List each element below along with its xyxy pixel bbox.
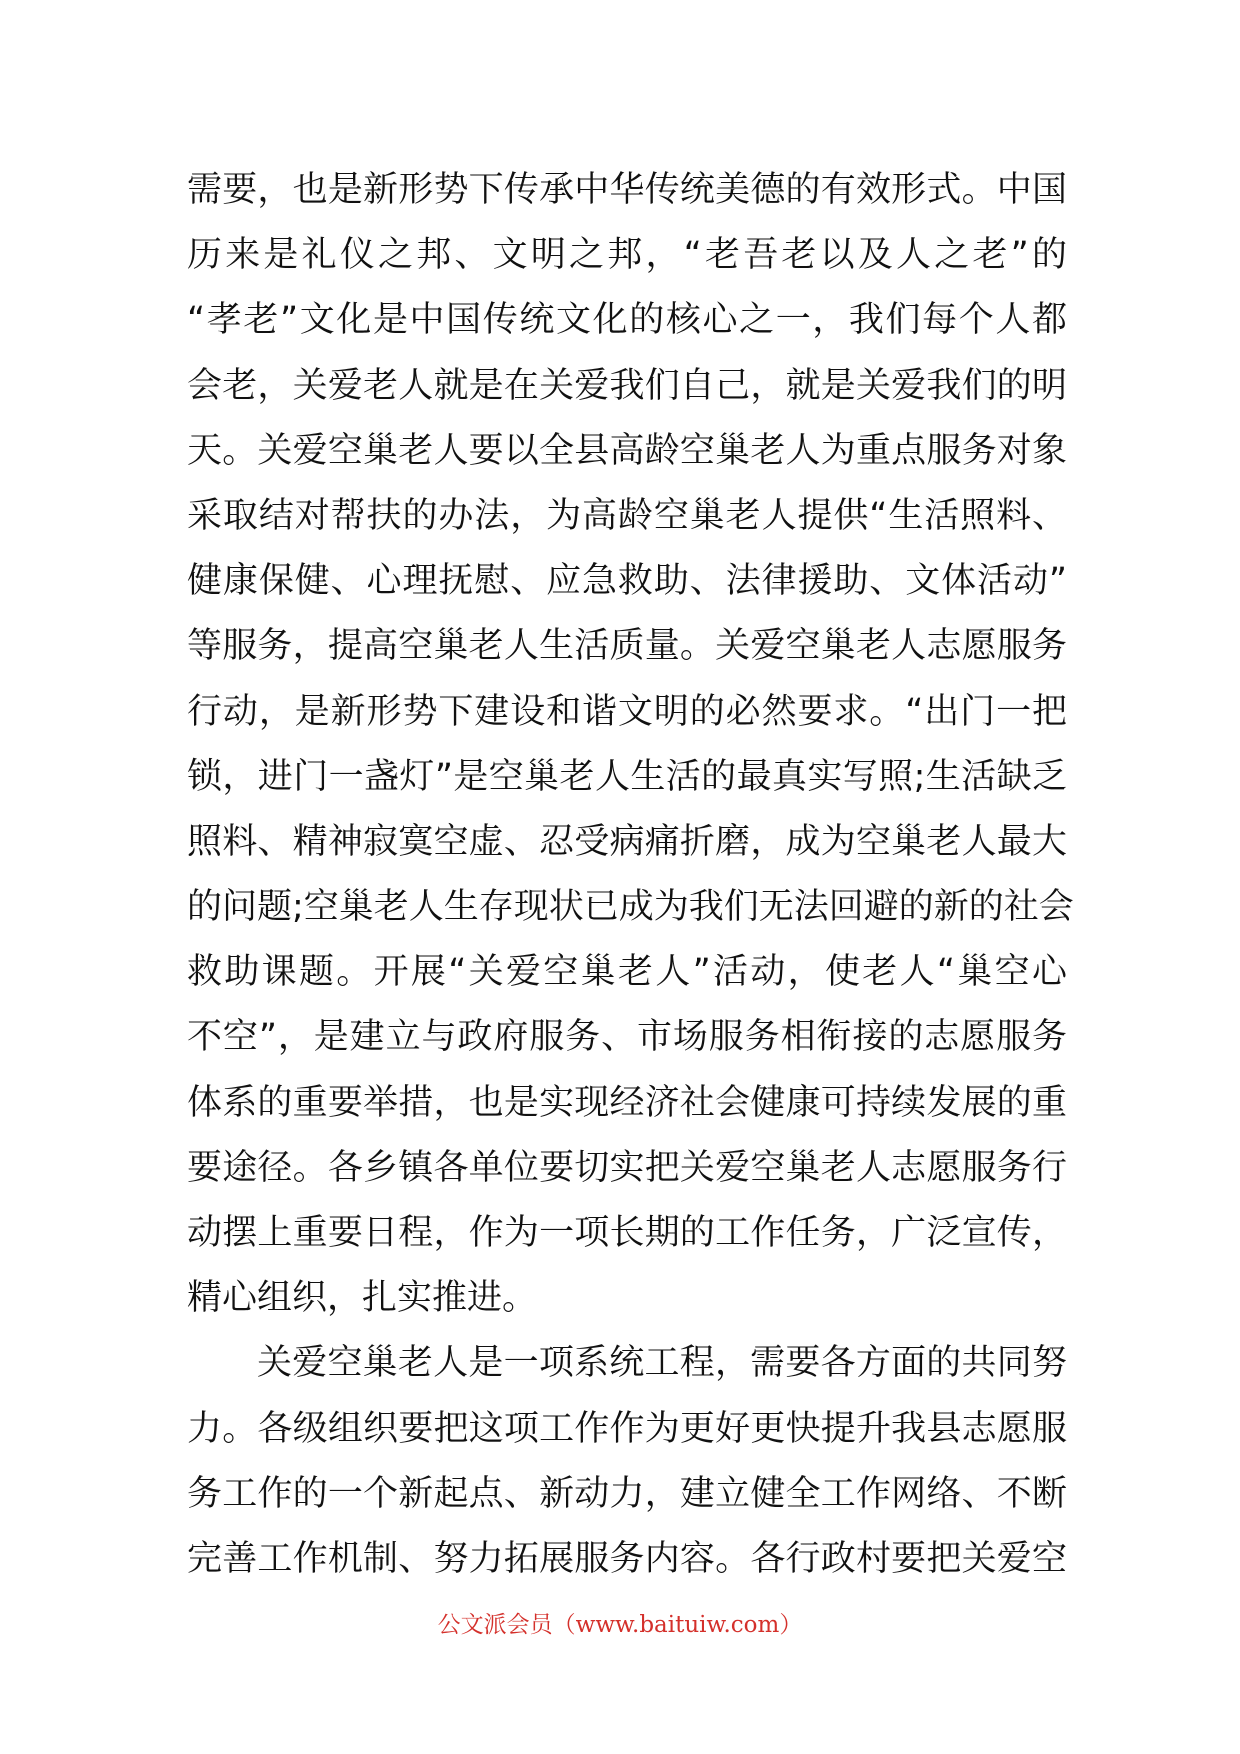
text-line: 天。关爱空巢老人要以全县高龄空巢老人为重点服务对象 [187, 430, 1067, 471]
text-line: 需要，也是新形势下传承中华传统美德的有效形式。中国 [187, 170, 1067, 210]
paragraph-1 [187, 158, 1074, 1331]
text-line: 采取结对帮扶的办法，为高龄空巢老人提供“生活照料、 [187, 495, 1067, 536]
text-line: 不空”，是建立与政府服务、市场服务相衔接的志愿服务 [187, 1017, 1067, 1058]
text-line: 的问题;空巢老人生存现状已成为我们无法回避的新的社会 [187, 887, 1074, 928]
text-line: 历来是礼仪之邦、文明之邦，“老吾老以及人之老”的 [187, 235, 1067, 276]
text-line: 体系的重要举措，也是实现经济社会健康可持续发展的重 [187, 1082, 1067, 1123]
text-line: 等服务，提高空巢老人生活质量。关爱空巢老人志愿服务 [187, 626, 1067, 667]
text-line: 照料、精神寂寞空虚、忍受病痛折磨，成为空巢老人最大 [187, 821, 1067, 862]
text-line: 务工作的一个新起点、新动力，建立健全工作网络、不断 [187, 1473, 1067, 1514]
document-body [187, 158, 1074, 1592]
text-line: 精心组织，扎实推进。 [187, 1278, 538, 1319]
text-line: 会老，关爱老人就是在关爱我们自己，就是关爱我们的明 [187, 365, 1067, 406]
text-line: 动摆上重要日程，作为一项长期的工作任务，广泛宣传， [187, 1213, 1067, 1253]
text-line: 要途径。各乡镇各单位要切实把关爱空巢老人志愿服务行 [187, 1147, 1067, 1188]
text-line: 行动，是新形势下建设和谐文明的必然要求。“出门一把 [187, 691, 1067, 732]
paragraph-2 [187, 1331, 1067, 1592]
text-line: “孝老”文化是中国传统文化的核心之一，我们每个人都 [187, 300, 1067, 341]
text-line: 力。各级组织要把这项工作作为更好更快提升我县志愿服 [187, 1408, 1067, 1449]
text-line: 完善工作机制、努力拓展服务内容。各行政村要把关爱空 [187, 1538, 1067, 1579]
text-line: 健康保健、心理抚慰、应急救助、法律援助、文体活动” [187, 561, 1067, 602]
text-line: 锁，进门一盏灯”是空巢老人生活的最真实写照;生活缺乏 [187, 756, 1067, 797]
text-line: 救助课题。开展“关爱空巢老人”活动，使老人“巢空心 [187, 952, 1067, 993]
text-line: 关爱空巢老人是一项系统工程，需要各方面的共同努 [257, 1343, 1067, 1384]
footer-watermark-text: 公文派会员（www.baituiw.com） [437, 1612, 803, 1638]
